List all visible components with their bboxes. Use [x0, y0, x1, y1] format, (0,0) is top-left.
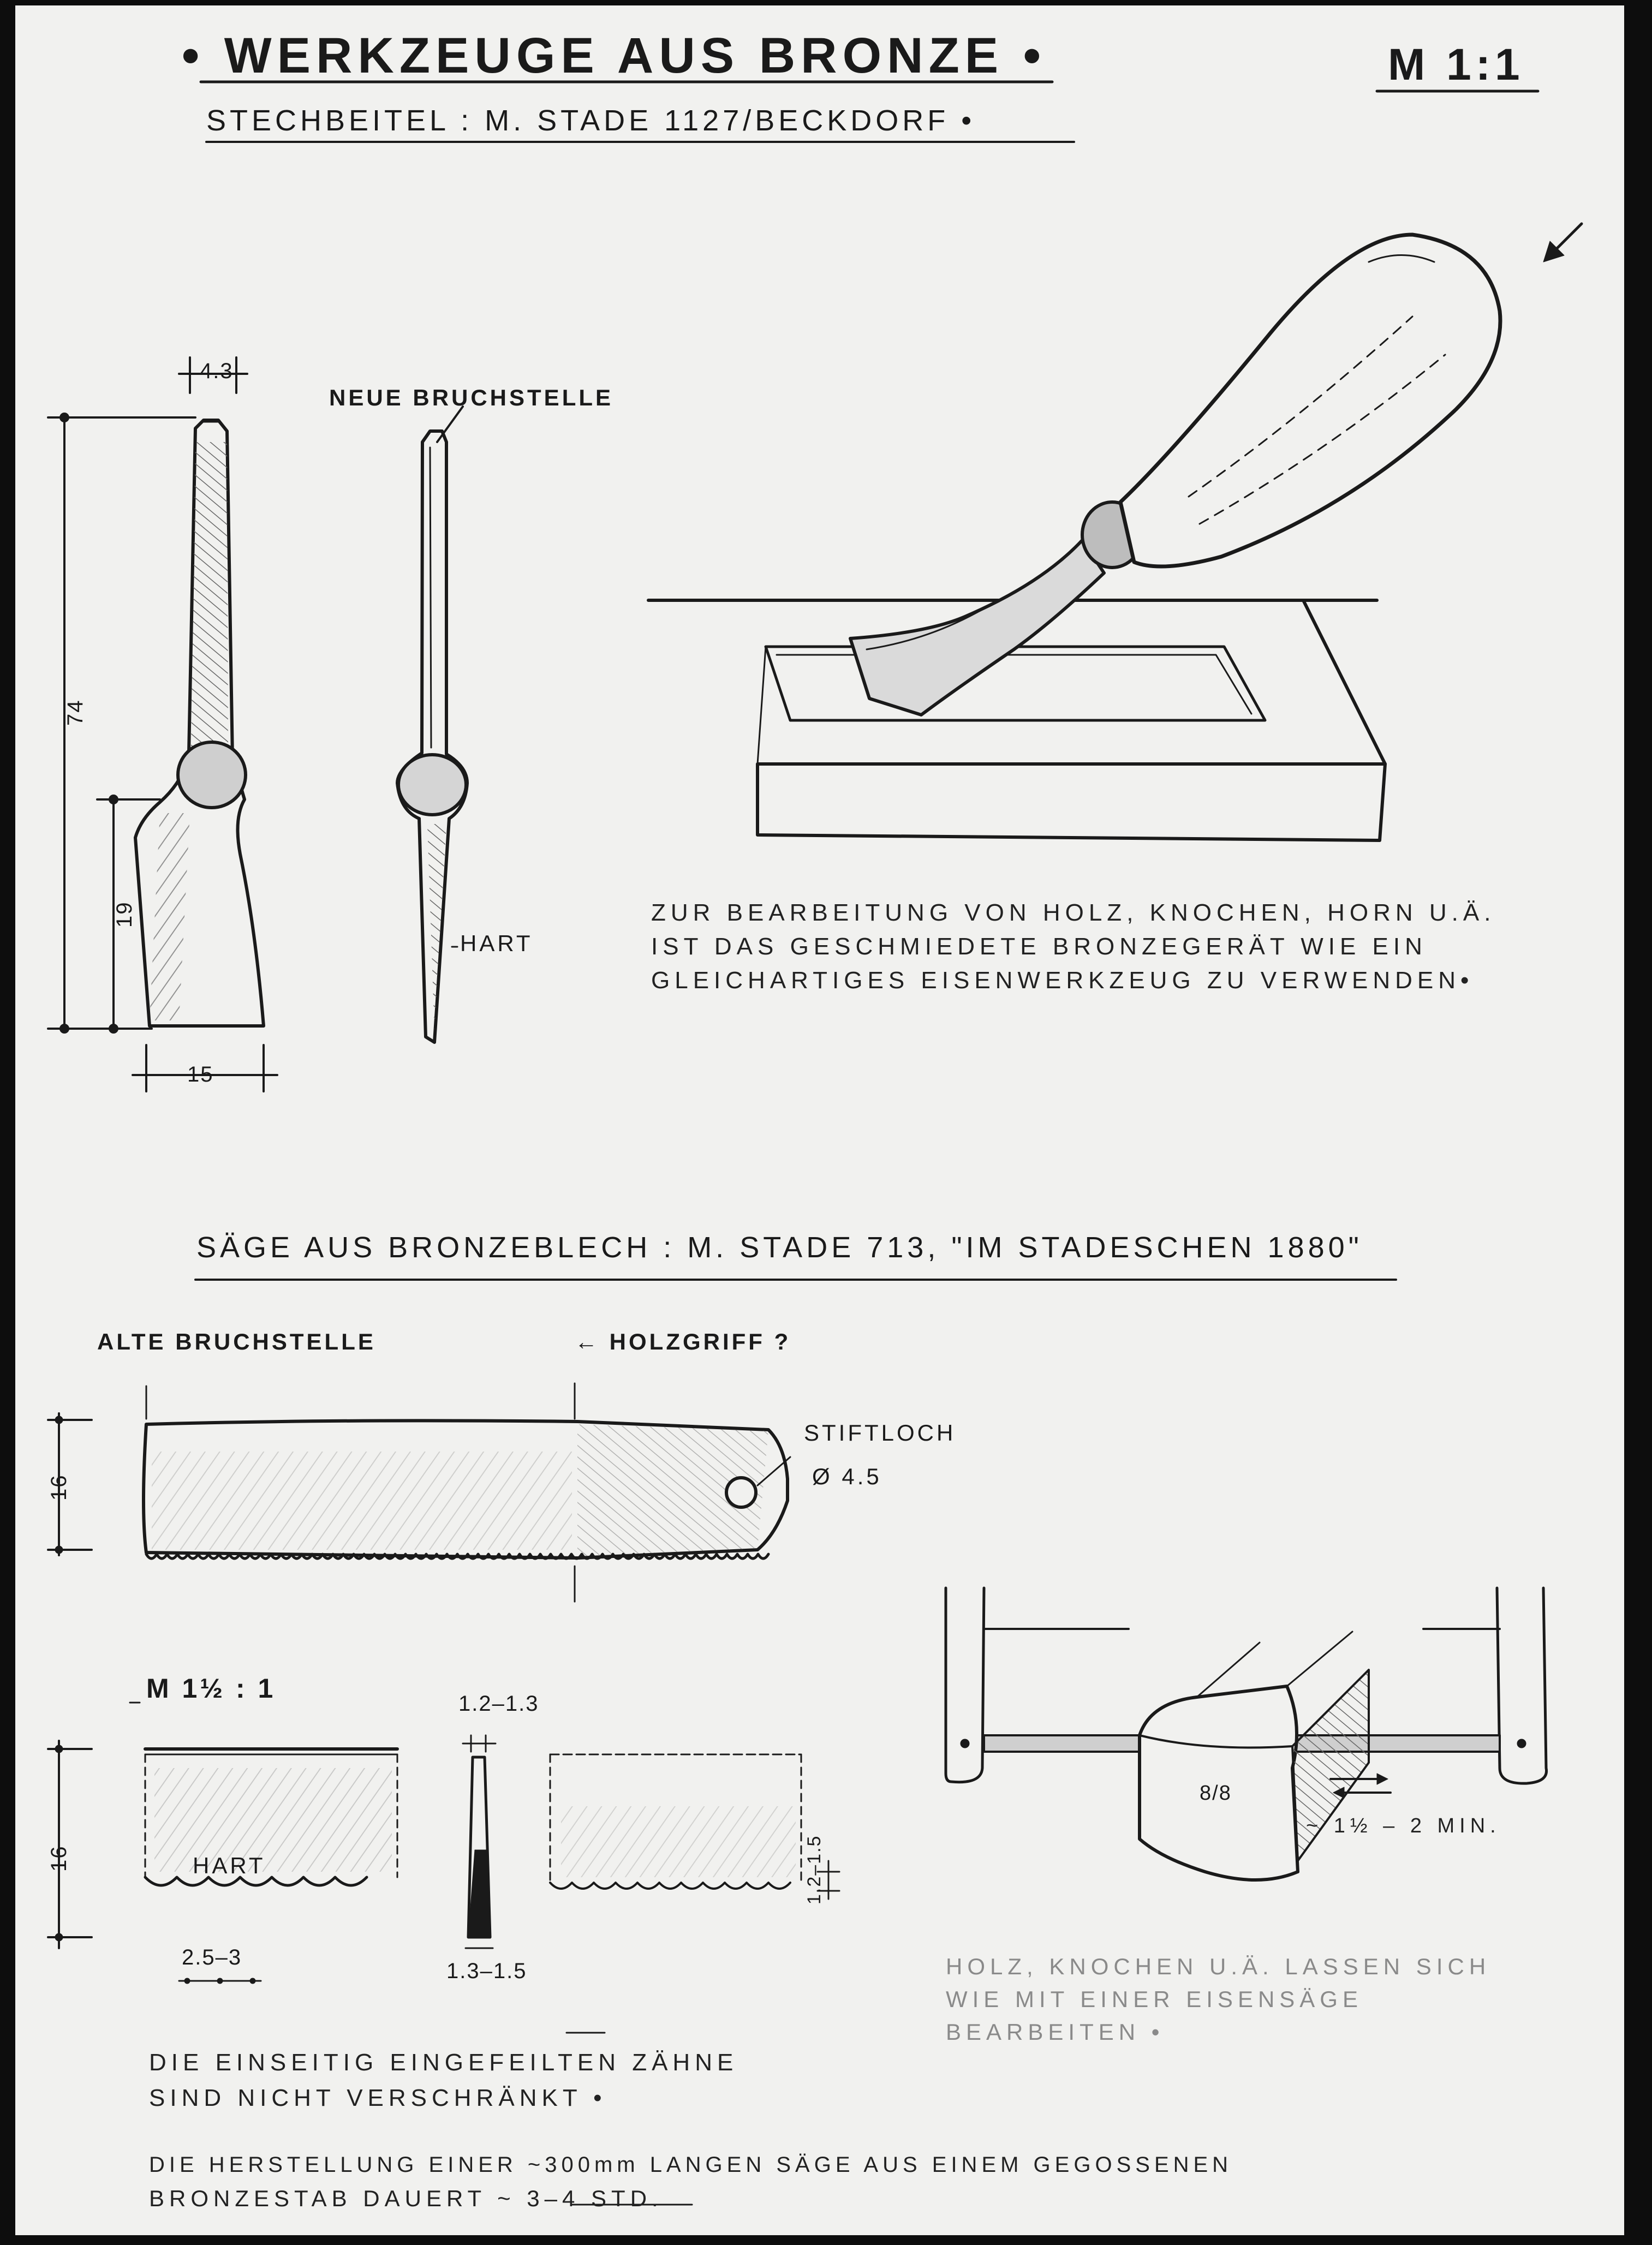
chisel-heading: STECHBEITEL : M. STADE 1127/BECKDORF •: [206, 104, 976, 137]
saw-heading: SÄGE AUS BRONZEBLECH : M. STADE 713, "IM STADESCHEN 1880": [196, 1231, 1363, 1264]
usage-note-line-3: GLEICHARTIGES EISENWERKZEUG ZU VERWENDEN•: [651, 967, 1474, 994]
dim-width-top: 4.3: [200, 359, 234, 383]
teeth-note-line-1: DIE EINSEITIG EINGEFEILTEN ZÄHNE: [149, 2049, 738, 2076]
production-note-line-2: BRONZESTAB DAUERT ~ 3–4 STD.: [149, 2186, 663, 2211]
pin-hole-label: STIFTLOCH: [804, 1420, 956, 1446]
chisel-in-use-illustration: [648, 224, 1582, 840]
sawing-time-label: ~ 1½ – 2 MIN.: [1306, 1814, 1501, 1837]
dim-thickness-bottom: 1.3–1.5: [446, 1959, 527, 1983]
usage-note-line-1: ZUR BEARBEITUNG VON HOLZ, KNOCHEN, HORN U.Ä.: [651, 899, 1496, 926]
dim-blade-length: 19: [112, 901, 136, 928]
saw-note-line-3: BEARBEITEN •: [946, 2019, 1165, 2045]
detail-hard-label: HART: [193, 1853, 266, 1878]
detail-scale-label: M 1½ : 1: [146, 1673, 276, 1704]
new-break-label: NEUE BRUCHSTELLE: [329, 385, 614, 410]
usage-note-line-2: IST DAS GESCHMIEDETE BRONZEGERÄT WIE EIN: [651, 933, 1427, 960]
drawing-sheet: [15, 5, 1624, 2235]
dim-saw-height: 16: [47, 1474, 71, 1501]
production-note-line-1: DIE HERSTELLUNG EINER ~300mm LANGEN SÄGE AUS EINEM GEGOSSENEN: [149, 2153, 1233, 2177]
old-break-label: ALTE BRUCHSTELLE: [97, 1329, 376, 1354]
dim-tooth-pitch: 2.5–3: [182, 1945, 242, 1969]
saw-detail-section: [463, 1735, 496, 1948]
teeth-note-line-2: SIND NICHT VERSCHRÄNKT •: [149, 2085, 607, 2111]
dim-thickness-top: 1.2–1.3: [458, 1692, 539, 1716]
hard-label: HART: [460, 930, 533, 956]
saw-detail-back: [550, 1754, 839, 1899]
page-title: • WERKZEUGE AUS BRONZE •: [182, 28, 1046, 83]
saw-blade-fragment: [48, 1383, 790, 1602]
chisel-front-view: [135, 420, 264, 1026]
wooden-handle-label: ← HOLZGRIFF ?: [575, 1329, 791, 1354]
chisel-side-view: [397, 407, 467, 1042]
main-scale-label: M 1:1: [1388, 40, 1524, 89]
dim-detail-height: 16: [47, 1845, 71, 1872]
dim-tooth-depth: 1.2–1.5: [804, 1835, 825, 1904]
dim-total-length: 74: [63, 699, 87, 726]
saw-note-line-1: HOLZ, KNOCHEN U.Ä. LASSEN SICH: [946, 1954, 1491, 1979]
saw-note-line-2: WIE MIT EINER EISENSÄGE: [946, 1986, 1363, 2012]
saw-detail-front: [48, 1703, 397, 1984]
wood-block-label: 8/8: [1200, 1782, 1232, 1805]
dim-blade-width: 15: [187, 1062, 214, 1086]
pin-hole-size: Ø 4.5: [812, 1464, 882, 1489]
